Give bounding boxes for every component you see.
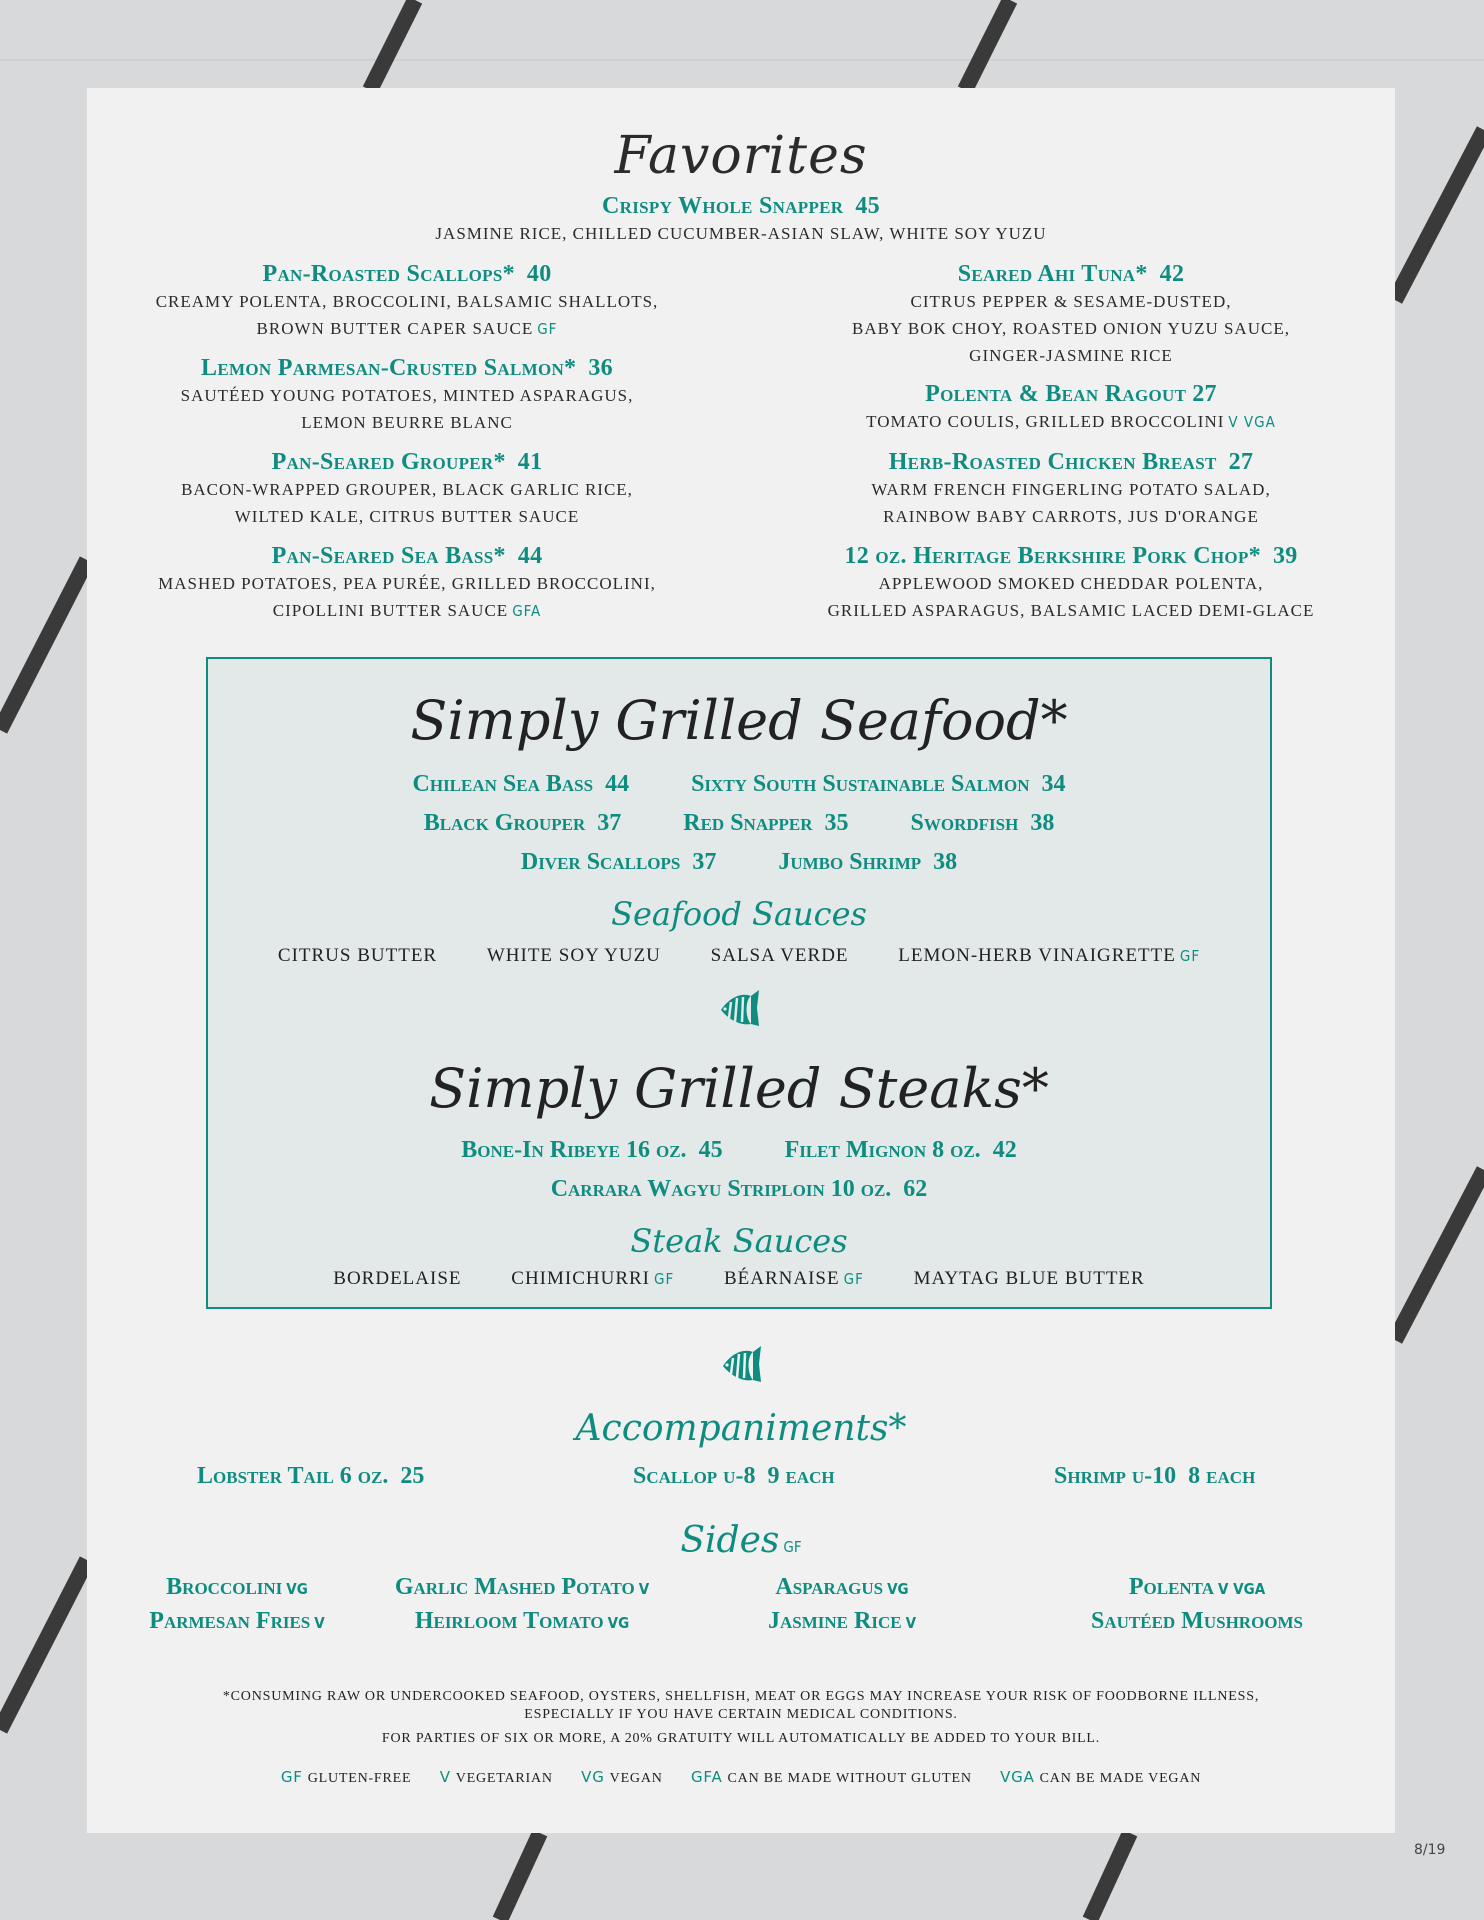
diet-tag: VG (607, 1614, 630, 1632)
side-item (1037, 1574, 1357, 1601)
dish-description: MASHED POTATOES, PEA PURÉE, GRILLED BROCCOLINI, (158, 574, 656, 593)
seafood-item (521, 849, 716, 875)
item-name: Parmesan Fries (149, 1608, 311, 1634)
seafood-sauces-title: Seafood Sauces (611, 895, 867, 933)
steaks-row (208, 1137, 1270, 1164)
diet-tag: V (638, 1580, 650, 1598)
dish-name: Lemon Parmesan-Crusted Salmon* (201, 355, 577, 381)
menu-page (87, 88, 1395, 1833)
seafood-item (683, 810, 848, 836)
sauce-item: WHITE SOY YUZU (486, 945, 661, 966)
diet-tag: GF (783, 1538, 802, 1556)
dish-price: 42 (1159, 261, 1185, 287)
grilled-section-box (206, 657, 1272, 1309)
item-price: 42 (992, 1137, 1017, 1163)
dish-price: 41 (517, 449, 543, 475)
item-price: 25 (400, 1463, 425, 1489)
dish-price: 45 (855, 193, 880, 219)
item-price: 8 each (1188, 1463, 1256, 1489)
diet-legend (87, 1768, 1395, 1787)
sauce-item: SALSA VERDE (710, 945, 849, 966)
item-price: 34 (1041, 771, 1066, 797)
menu-item (127, 260, 687, 343)
item-price: 45 (698, 1137, 723, 1163)
dish-description: SAUTÉED YOUNG POTATOES, MINTED ASPARAGUS, (180, 386, 634, 405)
sauce-item: CITRUS BUTTER (277, 945, 438, 966)
side-item (677, 1608, 1007, 1635)
menu-item (127, 354, 687, 436)
side-item (107, 1574, 367, 1601)
menu-item (127, 542, 687, 625)
diet-tag: GF (843, 1270, 864, 1288)
dish-description: BABY BOK CHOY, ROASTED ONION YUZU SAUCE, (852, 319, 1290, 338)
diet-tag: VG (887, 1580, 909, 1598)
item-name: Sixty South Sustainable Salmon (691, 771, 1030, 797)
steak-item (785, 1137, 1017, 1163)
dish-price: 36 (588, 355, 613, 381)
accompaniments-title: Accompaniments* (575, 1408, 907, 1449)
seafood-row (208, 771, 1270, 798)
dish-description: GRILLED ASPARAGUS, BALSAMIC LACED DEMI-GLACE (827, 601, 1315, 620)
legend-item: GF GLUTEN-FREE (280, 1768, 412, 1786)
dish-name: Pan-Seared Grouper* (271, 449, 506, 475)
dish-description: JASMINE RICE, CHILLED CUCUMBER-ASIAN SLAW, WHITE SOY YUZU (435, 224, 1047, 243)
diet-tag: GF (654, 1270, 675, 1288)
diet-tag: GFA (512, 602, 542, 620)
item-name: Shrimp u-10 (1054, 1463, 1177, 1489)
favorites-title: Favorites (614, 126, 868, 186)
item-name: Filet Mignon 8 oz. (784, 1137, 981, 1163)
sauce-item: BORDELAISE (333, 1268, 462, 1289)
item-price: 38 (1030, 810, 1055, 836)
steak-sauces-row (208, 1268, 1270, 1290)
accompaniment-item (197, 1463, 424, 1490)
legend-item: GFA CAN BE MADE WITHOUT GLUTEN (690, 1768, 972, 1786)
item-name: Scallop u-8 (633, 1463, 756, 1489)
item-name: Garlic Mashed Potato (394, 1574, 635, 1600)
sauce-item: BÉARNAISE GF (723, 1268, 864, 1289)
dish-name: Polenta & Bean Ragout (925, 381, 1187, 407)
consumption-warning: *CONSUMING RAW OR UNDERCOOKED SEAFOOD, OYSTERS, SHELLFISH, MEAT OR EGGS MAY INCREASE YOUR RISK OF FOODBORNE ILLNESS, ESPECIALLY IF YOU HAVE CERTAIN MEDICAL CONDITIONS. (222, 1689, 1260, 1722)
item-name: Jasmine Rice (767, 1608, 902, 1634)
item-name: Red Snapper (683, 810, 813, 836)
dish-name: Herb-Roasted Chicken Breast (888, 449, 1217, 475)
item-name: Carrara Wagyu Striploin 10 oz. (550, 1176, 892, 1202)
item-price: 62 (903, 1176, 928, 1202)
seafood-item (691, 771, 1065, 797)
steak-item (461, 1137, 722, 1163)
diet-tag: V (314, 1614, 325, 1632)
page-number: 8/19 (1414, 1842, 1446, 1858)
dish-description: WARM FRENCH FINGERLING POTATO SALAD, (871, 480, 1271, 499)
side-item (367, 1574, 677, 1601)
dish-description: CREAMY POLENTA, BROCCOLINI, BALSAMIC SHALLOTS, (155, 292, 659, 311)
sauce-item: LEMON-HERB VINAIGRETTE GF (898, 945, 1201, 966)
dish-description: APPLEWOOD SMOKED CHEDDAR POLENTA, (878, 574, 1264, 593)
diet-tag: GF (537, 320, 558, 338)
seafood-item (413, 771, 630, 797)
item-price: 37 (597, 810, 622, 836)
menu-item (787, 260, 1355, 369)
dish-name: Crispy Whole Snapper 45 (602, 193, 880, 219)
dish-name: Pan-Roasted Scallops* (262, 261, 515, 287)
angelfish-icon (715, 984, 763, 1032)
legend-item: VGA CAN BE MADE VEGAN (1000, 1768, 1202, 1786)
item-name: Sautéed Mushrooms (1090, 1608, 1304, 1634)
legend-item: V VEGETARIAN (439, 1768, 553, 1786)
accompaniment-item (1054, 1463, 1255, 1490)
seafood-sauces-row (208, 945, 1270, 967)
angelfish-icon (717, 1340, 765, 1388)
sauce-item: CHIMICHURRI GF (511, 1268, 675, 1289)
item-name: Bone-In Ribeye 16 oz. (461, 1137, 687, 1163)
dish-name: 12 oz. Heritage Berkshire Pork Chop* (844, 543, 1261, 569)
accompaniment-item (633, 1463, 835, 1490)
menu-item (787, 448, 1355, 530)
item-name: Diver Scallops (520, 849, 681, 875)
dish-description: LEMON BEURRE BLANC (301, 413, 513, 432)
steaks-title: Simply Grilled Steaks* (429, 1057, 1049, 1120)
dish-description: BACON-WRAPPED GROUPER, BLACK GARLIC RICE, (181, 480, 633, 499)
item-price: 9 each (767, 1463, 835, 1489)
item-name: Black Grouper (423, 810, 586, 836)
item-name: Chilean Sea Bass (412, 771, 594, 797)
gratuity-notice: FOR PARTIES OF SIX OR MORE, A 20% GRATUITY WILL AUTOMATICALLY BE ADDED TO YOUR BILL. (381, 1731, 1101, 1746)
sides-title: Sides GF (680, 1520, 802, 1561)
diet-tag: V (905, 1614, 917, 1632)
sauce-item: MAYTAG BLUE BUTTER (913, 1268, 1145, 1289)
item-name: Broccolini (166, 1574, 283, 1600)
dish-price: 27 (1192, 381, 1217, 407)
item-name: Swordfish (910, 810, 1019, 836)
dish-name: Pan-Seared Sea Bass* (271, 543, 506, 569)
dish-price: 40 (526, 261, 552, 287)
side-item (1037, 1608, 1357, 1635)
item-price: 44 (605, 771, 630, 797)
seafood-item (911, 810, 1055, 836)
dish-description: CIPOLLINI BUTTER SAUCE (272, 601, 509, 620)
menu-item (787, 542, 1355, 624)
steaks-row (208, 1176, 1270, 1203)
dish-price: 39 (1272, 543, 1298, 569)
item-name: Heirloom Tomato (414, 1608, 604, 1634)
seafood-item (778, 849, 957, 875)
dish-price: 27 (1228, 449, 1254, 475)
legend-item: VG VEGAN (581, 1768, 663, 1786)
side-item (367, 1608, 677, 1635)
dish-name: Seared Ahi Tuna* (957, 261, 1148, 287)
diet-tag: GF (1179, 947, 1201, 965)
menu-item (127, 448, 687, 530)
diet-tag: VG (286, 1580, 308, 1598)
item-price: 37 (692, 849, 717, 875)
side-item (677, 1574, 1007, 1601)
item-name: Lobster Tail 6 oz. (197, 1463, 389, 1489)
seafood-title: Simply Grilled Seafood* (410, 689, 1068, 752)
dish-price: 44 (517, 543, 543, 569)
side-item (107, 1608, 367, 1635)
item-price: 35 (824, 810, 849, 836)
seafood-item (424, 810, 622, 836)
dish-description: TOMATO COULIS, GRILLED BROCCOLINI (866, 412, 1225, 431)
seafood-row (208, 810, 1270, 837)
item-name: Asparagus (775, 1574, 884, 1600)
dish-description: WILTED KALE, CITRUS BUTTER SAUCE (234, 507, 580, 526)
item-name: Jumbo Shrimp (778, 849, 922, 875)
diet-tag: V VGA (1228, 413, 1276, 431)
menu-item-featured (87, 192, 1395, 247)
dish-description: RAINBOW BABY CARROTS, JUS D'ORANGE (883, 507, 1259, 526)
seafood-row (208, 849, 1270, 876)
dish-description: CITRUS PEPPER & SESAME-DUSTED, (910, 292, 1232, 311)
dish-description: GINGER-JASMINE RICE (969, 346, 1173, 365)
steak-item (551, 1176, 928, 1202)
item-name: Polenta (1128, 1574, 1215, 1600)
dish-description: BROWN BUTTER CAPER SAUCE (256, 319, 534, 338)
menu-item (787, 380, 1355, 436)
diet-tag: V VGA (1218, 1580, 1266, 1598)
item-price: 38 (933, 849, 958, 875)
steak-sauces-title: Steak Sauces (630, 1222, 848, 1260)
